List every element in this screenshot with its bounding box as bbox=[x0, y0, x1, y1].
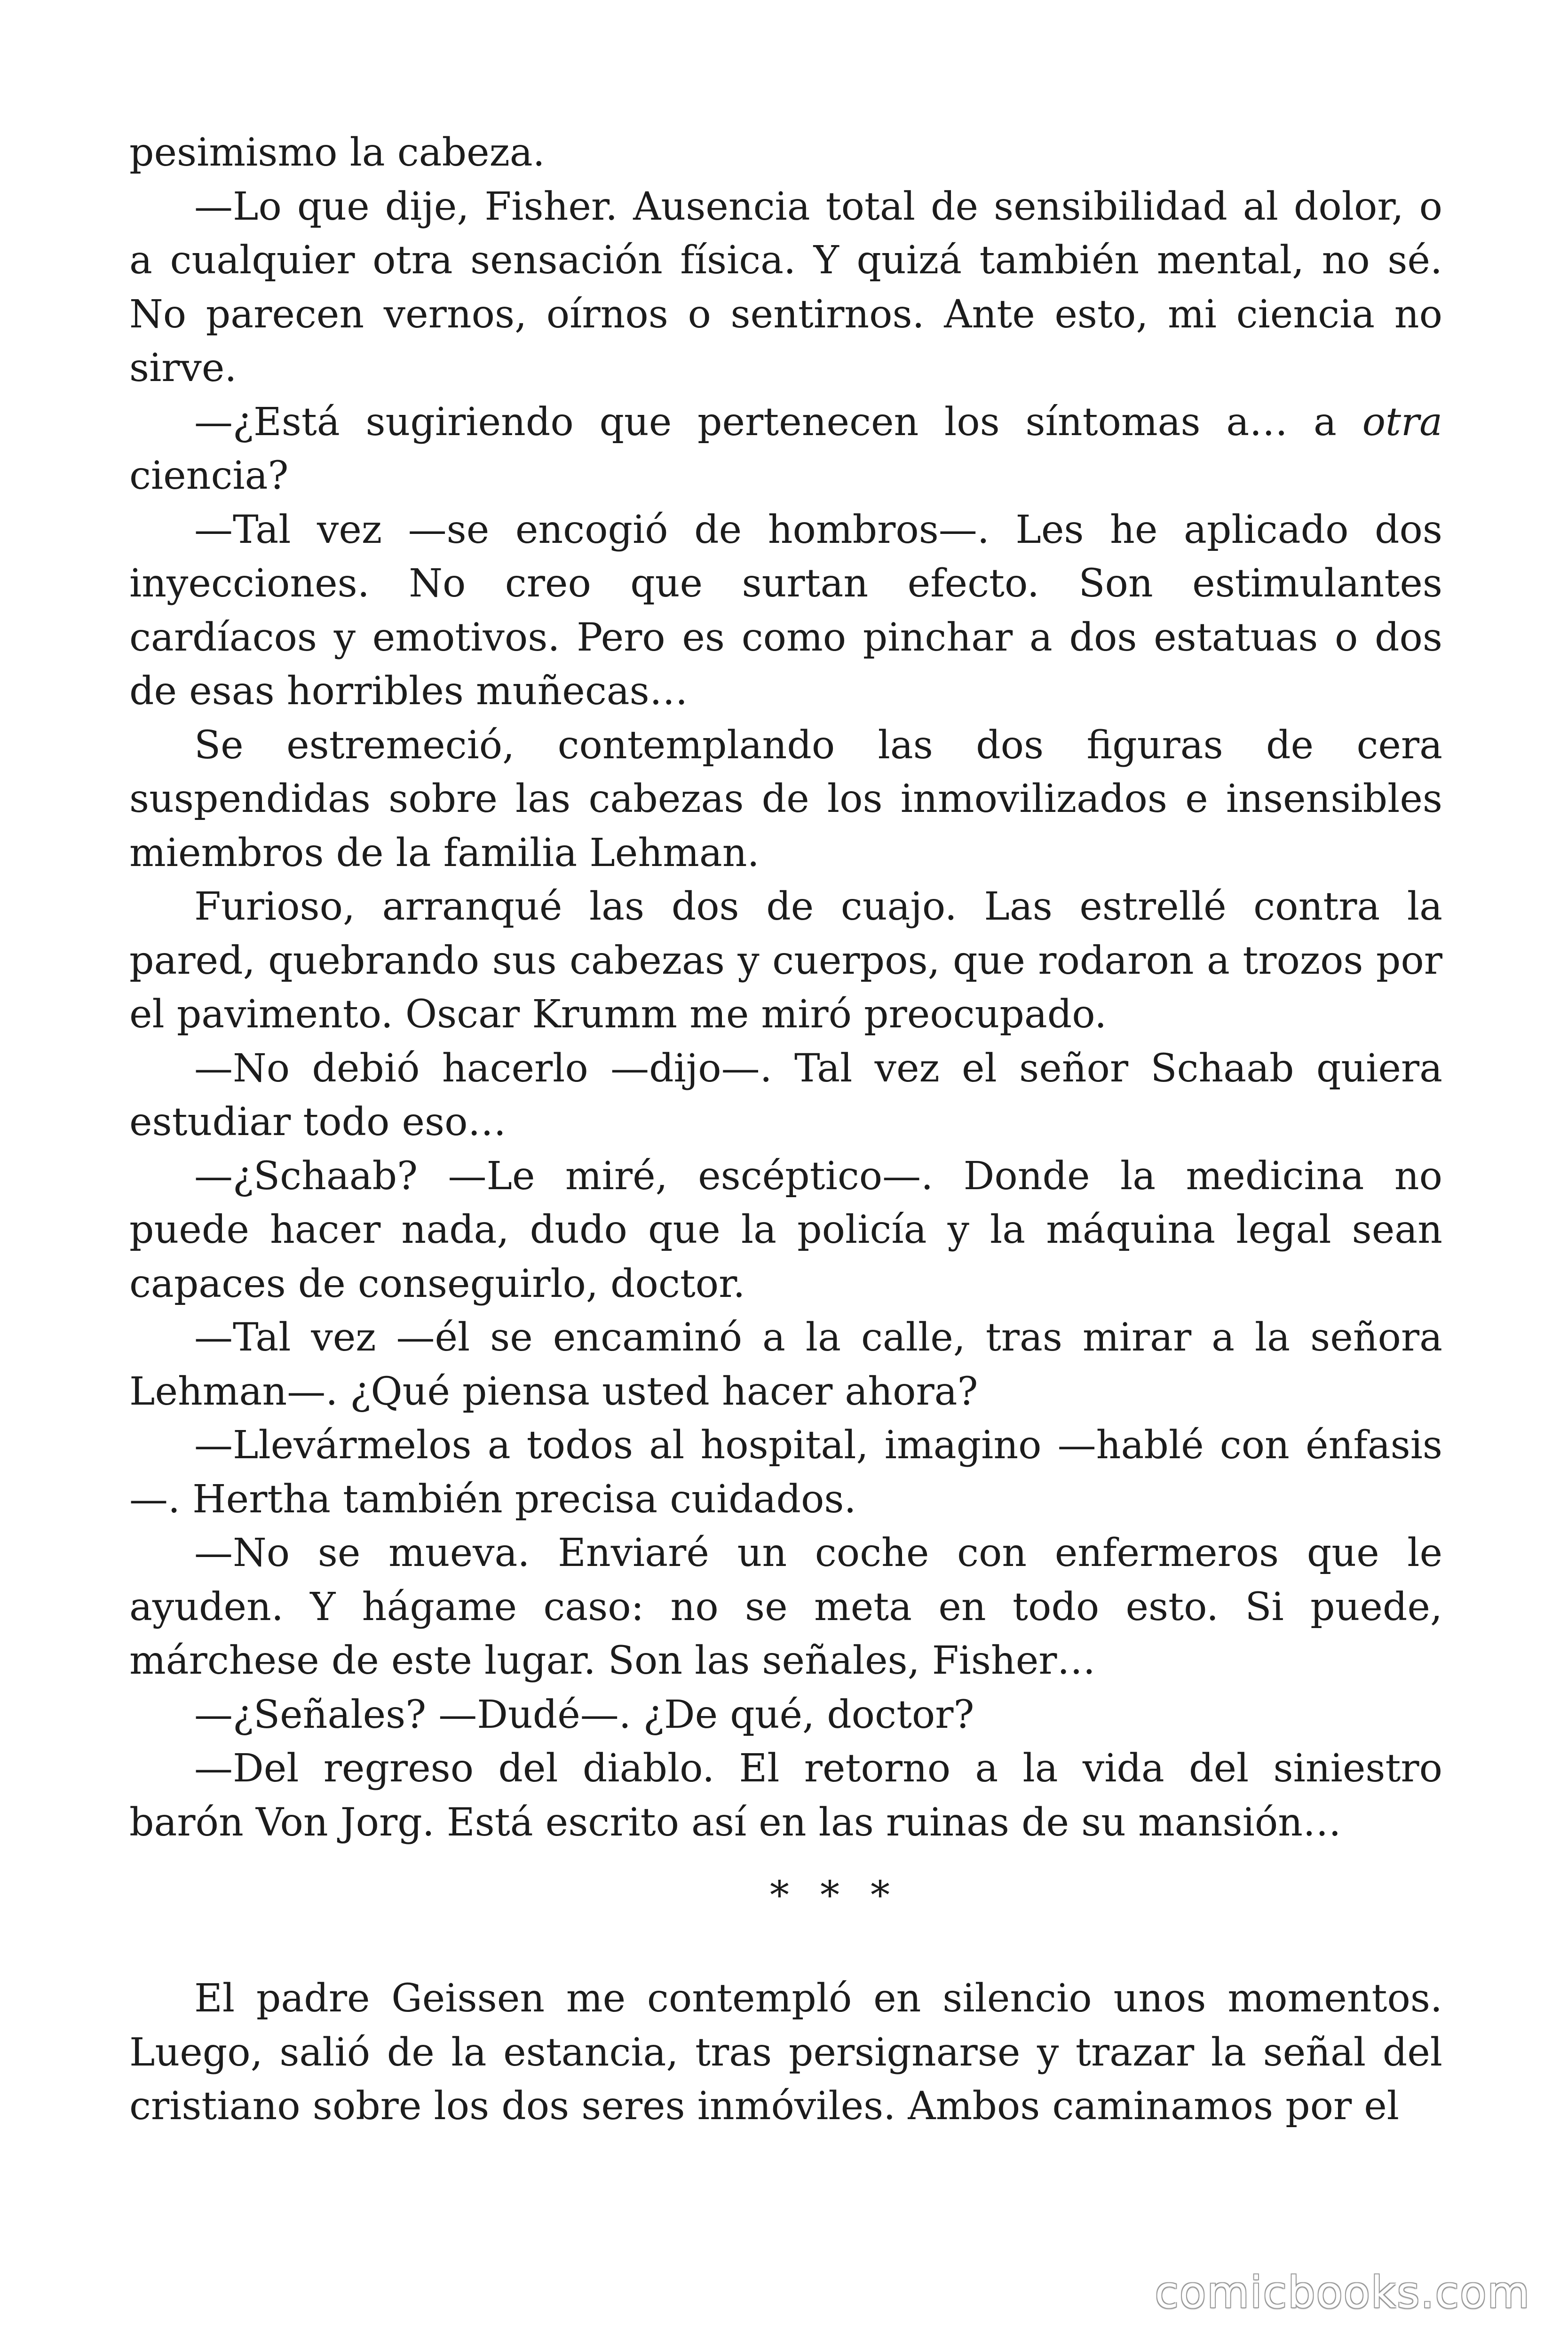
paragraph: —No debió hacerlo —dijo—. Tal vez el señor Schaab quiera estudiar todo eso… bbox=[129, 1046, 1442, 1144]
paragraph: Furioso, arranqué las dos de cuajo. Las estrellé contra la pared, quebrando sus cabezas y cuerpos, que rodaron a trozos por el pavimento. Oscar Krumm me miró preocupado. bbox=[129, 884, 1442, 1037]
body-text-after-break bbox=[129, 1972, 1442, 2134]
paragraph: —¿Está sugiriendo que pertenecen los síntomas a… a otra ciencia? bbox=[129, 399, 1442, 498]
paragraph: —¿Señales? —Dudé—. ¿De qué, doctor? bbox=[194, 1692, 974, 1737]
body-text-before-break bbox=[129, 126, 1442, 1850]
section-break: * * * bbox=[769, 1873, 900, 1918]
paragraph: —Tal vez —se encogió de hombros—. Les he aplicado dos inyecciones. No creo que surtan efecto. Son estimulantes cardíacos y emotivos. Pero es como pinchar a dos estatuas o dos de esas horribles muñecas… bbox=[129, 507, 1442, 714]
italic-word: otra bbox=[1362, 399, 1442, 445]
paragraph: —Del regreso del diablo. El retorno a la vida del siniestro barón Von Jorg. Está escrito así en las ruinas de su mansión… bbox=[129, 1746, 1442, 1845]
paragraph: —¿Schaab? —Le miré, escéptico—. Donde la medicina no puede hacer nada, dudo que la policía y la máquina legal sean capaces de conseguirlo, doctor. bbox=[129, 1153, 1442, 1306]
paragraph: Se estremeció, contemplando las dos figuras de cera suspendidas sobre las cabezas de los inmovilizados e insensibles miembros de la familia Lehman. bbox=[129, 723, 1442, 875]
paragraph: El padre Geissen me contempló en silencio unos momentos. Luego, salió de la estancia, tras persignarse y trazar la señal del cristiano sobre los dos seres inmóviles. Ambos caminamos por el bbox=[129, 1976, 1442, 2129]
site-watermark: comicbooks.com bbox=[1155, 2267, 1530, 2318]
paragraph: pesimismo la cabeza. bbox=[129, 130, 545, 175]
paragraph: —Llevármelos a todos al hospital, imagino —hablé con énfasis —. Hertha también precisa cuidados. bbox=[129, 1423, 1442, 1522]
paragraph: —No se mueva. Enviaré un coche con enfermeros que le ayuden. Y hágame caso: no se meta en todo esto. Si puede, márchese de este lugar. Son las señales, Fisher… bbox=[129, 1531, 1442, 1683]
paragraph: —Tal vez —él se encaminó a la calle, tras mirar a la señora Lehman—. ¿Qué piensa usted hacer ahora? bbox=[129, 1315, 1442, 1414]
paragraph: —Lo que dije, Fisher. Ausencia total de sensibilidad al dolor, o a cualquier otra sensación física. Y quizá también mental, no sé. No parecen vernos, oírnos o sentirnos. Ante esto, mi ciencia no sirve. bbox=[129, 184, 1442, 390]
